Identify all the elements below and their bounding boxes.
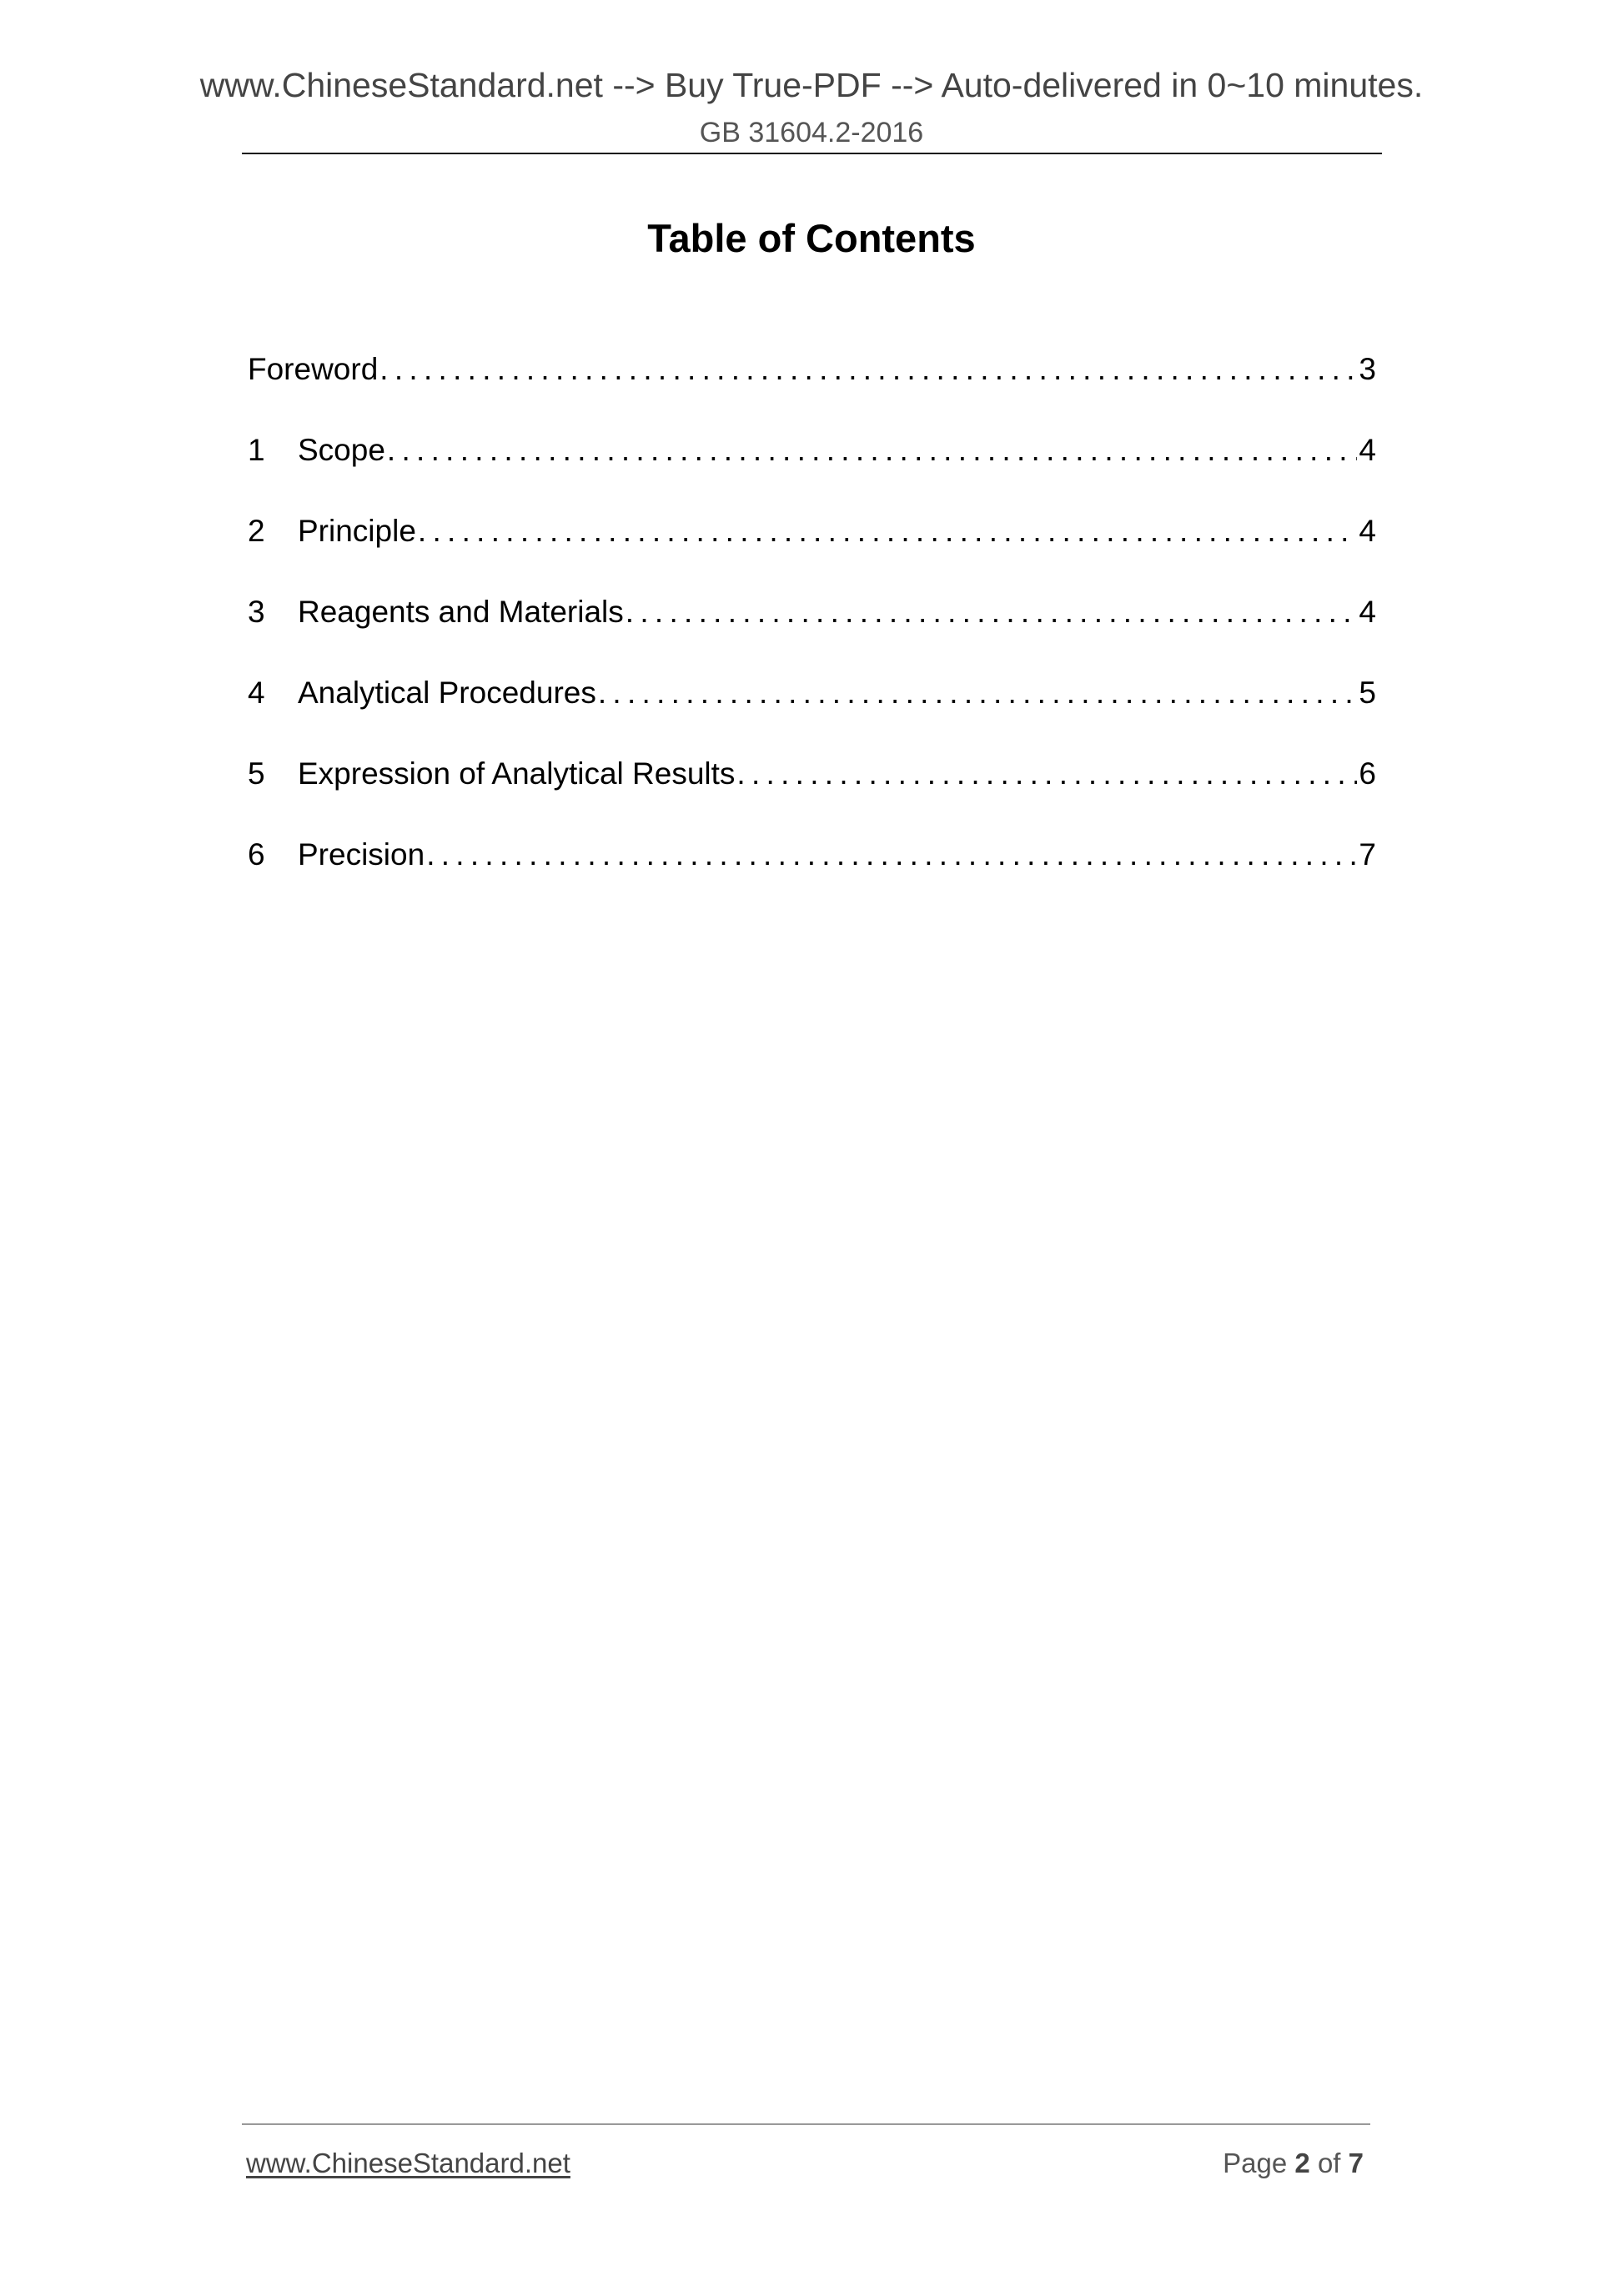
toc-entry-foreword[interactable] [248,351,1376,432]
dot-leader [418,513,1358,550]
toc-entry-number: 1 [248,433,265,467]
toc-entry-page: 6 [1359,756,1376,791]
dot-leader [379,351,1357,388]
toc-entry-number: 2 [248,514,265,548]
standard-code: GB 31604.2-2016 [699,117,924,148]
toc-entry-page: 4 [1359,595,1376,629]
table-of-contents [248,351,1376,917]
dot-leader [387,432,1358,469]
toc-entry-expression[interactable] [248,756,1376,837]
toc-entry-page: 5 [1359,676,1376,710]
header-divider [242,153,1382,154]
toc-entry-principle[interactable] [248,513,1376,594]
toc-entry-precision[interactable] [248,837,1376,917]
toc-entry-number: 6 [248,837,265,872]
header-banner: www.ChineseStandard.net --> Buy True-PDF --> Auto-delivered in 0~10 minutes. [199,66,1424,104]
toc-entry-page: 7 [1359,837,1376,872]
footer-website-link[interactable]: www.ChineseStandard.net [246,2148,570,2178]
page-of-label: of [1317,2148,1341,2178]
toc-entry-page: 4 [1359,514,1376,548]
toc-entry-reagents[interactable] [248,594,1376,675]
dot-leader [598,675,1358,711]
dot-leader [426,837,1357,873]
toc-entry-page: 4 [1359,433,1376,467]
toc-entry-label: Analytical Procedures [298,676,596,710]
total-pages-number: 7 [1348,2148,1364,2178]
page-indicator [1223,2147,1364,2180]
page-prefix: Page [1223,2148,1288,2178]
dot-leader [626,594,1358,631]
toc-entry-label: Scope [298,433,385,467]
dot-leader [736,756,1357,792]
toc-entry-number: 4 [248,676,265,710]
toc-entry-label: Principle [298,514,416,548]
toc-entry-label: Precision [298,837,425,872]
toc-entry-page: 3 [1359,352,1376,386]
toc-entry-procedures[interactable] [248,675,1376,756]
page-title: Table of Contents [647,216,976,260]
toc-entry-label: Reagents and Materials [298,595,624,629]
toc-entry-label: Expression of Analytical Results [298,756,736,791]
toc-entry-label: Foreword [248,352,379,386]
current-page-number: 2 [1294,2148,1310,2178]
footer-divider [242,2123,1370,2125]
toc-entry-number: 5 [248,756,265,791]
toc-entry-number: 3 [248,595,265,629]
toc-entry-scope[interactable] [248,432,1376,513]
